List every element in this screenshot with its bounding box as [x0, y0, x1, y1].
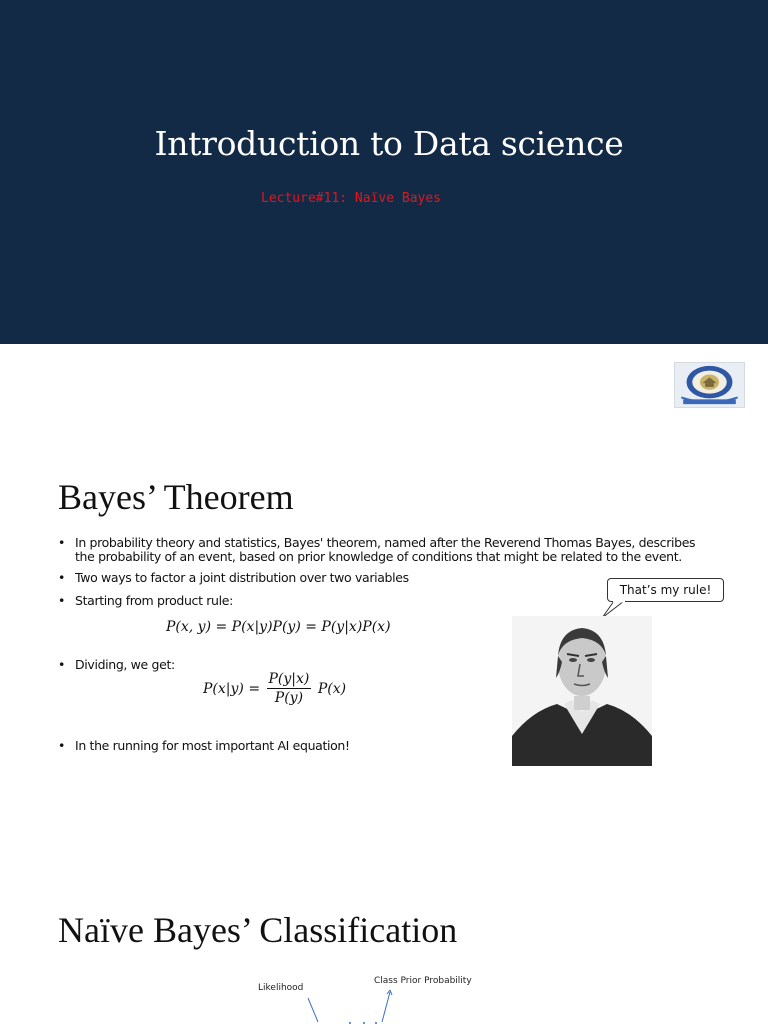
bullet-dot: • [58, 657, 66, 672]
bullet-text: In probability theory and statistics, Bayes' theorem, named after the Reverend Thomas Bayes, describes the probability of an event, based on prior knowledge of conditions that might be related to the event. [75, 535, 696, 564]
bayes-theorem-title: Bayes’ Theorem [58, 477, 294, 517]
portrait-engraving-icon [512, 616, 652, 766]
thomas-bayes-portrait [512, 616, 652, 766]
lecture-subtitle: Lecture#11: Naïve Bayes [261, 191, 442, 206]
diagram-arrows-icon [300, 990, 410, 1024]
equation-rhs: P(x) [317, 681, 347, 697]
bullet-text: In the running for most important AI equation! [75, 738, 350, 753]
fraction-denominator: P(y) [274, 690, 304, 706]
title-slide [0, 0, 768, 344]
bullet-text: Two ways to factor a joint distribution over two variables [75, 570, 409, 585]
bayes-rule-equation [203, 671, 346, 707]
fraction-numerator: P(y|x) [268, 671, 310, 687]
speech-bubble: That’s my rule! [607, 578, 724, 602]
naive-bayes-title: Naïve Bayes’ Classification [58, 910, 458, 950]
university-seal-icon [675, 363, 744, 407]
product-rule-equation: P(x, y) = P(x|y)P(y) = P(y|x)P(x) [166, 619, 391, 635]
bullet-text: Starting from product rule: [75, 593, 233, 608]
equation-fraction [267, 671, 312, 707]
equation-lhs: P(x|y) = [203, 681, 261, 697]
likelihood-label: Likelihood [258, 983, 304, 993]
bullet-dot: • [58, 738, 66, 753]
bullet-bayes-definition [58, 536, 718, 564]
bullet-text: Dividing, we get: [75, 657, 175, 672]
presentation-title: Introduction to Data science [154, 124, 624, 163]
university-logo [674, 362, 745, 408]
bullet-dot: • [58, 593, 66, 608]
class-prior-label: Class Prior Probability [374, 976, 472, 986]
bullet-dot: • [58, 535, 66, 550]
bullet-dot: • [58, 570, 66, 585]
